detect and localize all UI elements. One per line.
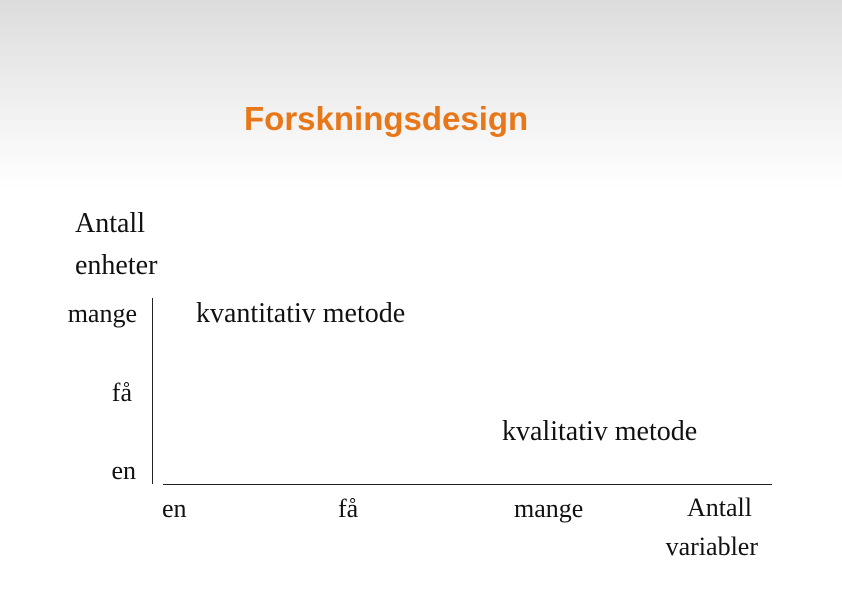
- x-axis-line: [163, 484, 772, 485]
- y-tick-mange: mange: [67, 299, 137, 328]
- x-tick-fa: få: [338, 494, 359, 523]
- y-tick-en: en: [111, 456, 136, 485]
- y-axis-line: [152, 298, 153, 484]
- slide-title: Forskningsdesign: [244, 100, 529, 137]
- qualitative-method-label: kvalitativ metode: [502, 416, 698, 447]
- y-axis-label-line2: enheter: [75, 250, 158, 281]
- y-axis-label-line1: Antall: [75, 208, 145, 239]
- y-axis-label: [75, 203, 157, 287]
- quantitative-method-label: kvantitativ metode: [196, 298, 406, 329]
- x-axis-label-line1: Antall: [687, 493, 752, 522]
- x-axis-label-line2: variabler: [665, 532, 758, 561]
- x-tick-mange: mange: [514, 494, 584, 523]
- x-tick-en: en: [162, 494, 187, 523]
- y-tick-fa: få: [111, 378, 132, 407]
